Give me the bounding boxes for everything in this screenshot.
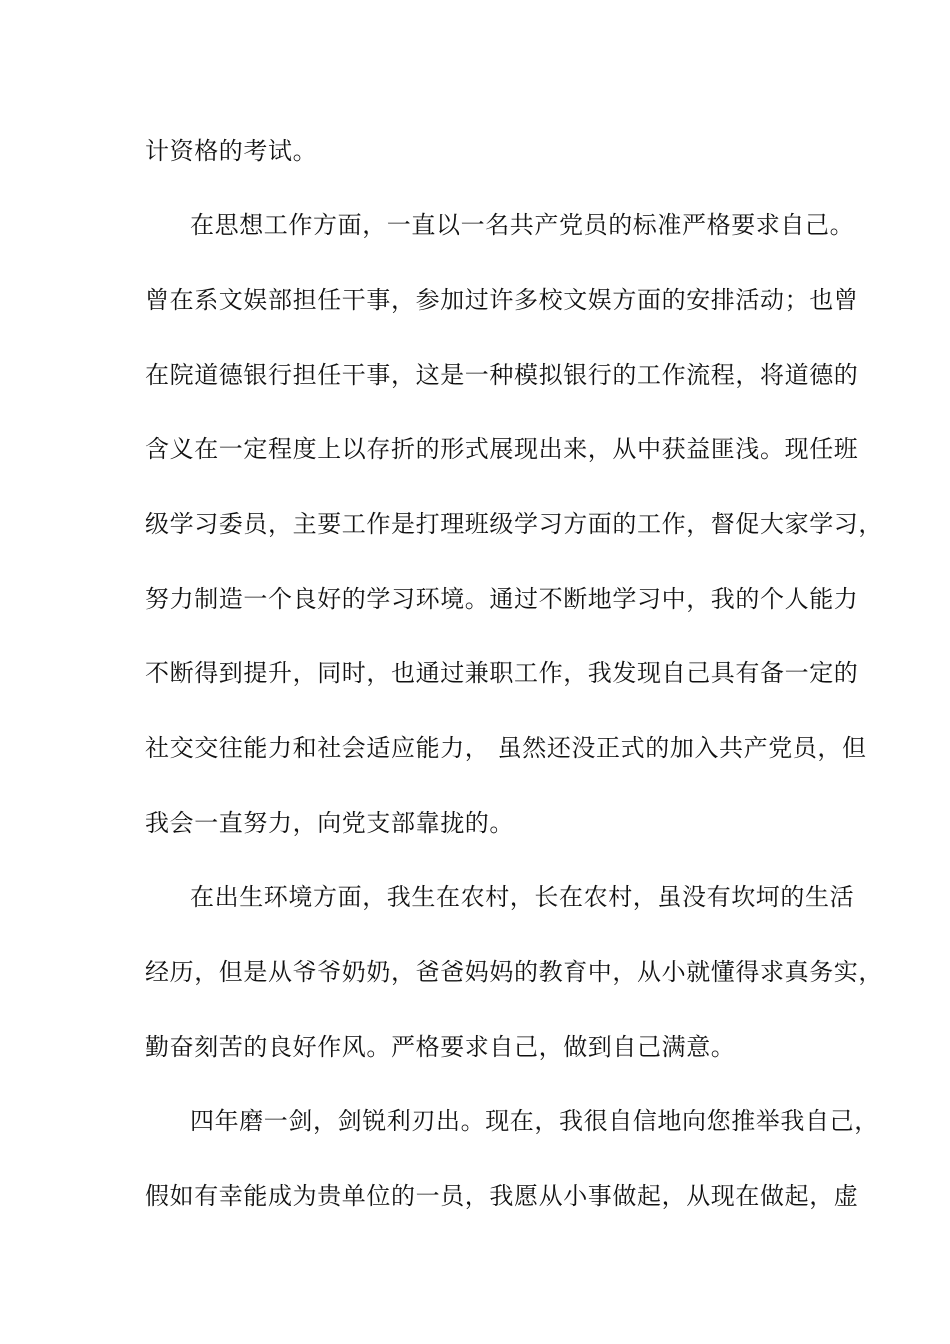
text-line: 勤奋刻苦的良好作风。严格要求自己，做到自己满意。 — [145, 1033, 736, 1061]
text-line: 不断得到提升，同时，也通过兼职工作，我发现自己具有备一定的 — [145, 659, 859, 687]
text-line: 在思想工作方面，一直以一名共产党员的标准严格要求自己。 — [190, 211, 855, 239]
text-line: 曾在系文娱部担任干事，参加过许多校文娱方面的安排活动；也曾 — [145, 286, 859, 314]
text-line: 社交交往能力和社会适应能力， 虽然还没正式的加入共产党员，但 — [145, 734, 867, 762]
text-line: 计资格的考试。 — [145, 137, 318, 165]
text-line: 在出生环境方面，我生在农村，长在农村，虽没有坎坷的生活 — [190, 883, 855, 911]
text-line: 含义在一定程度上以存折的形式展现出来，从中获益匪浅。现任班 — [145, 435, 859, 463]
text-line: 我会一直努力，向党支部靠拢的。 — [145, 809, 514, 837]
text-line: 经历，但是从爷爷奶奶，爸爸妈妈的教育中，从小就懂得求真务实， — [145, 958, 883, 986]
text-line: 级学习委员，主要工作是打理班级学习方面的工作，督促大家学习， — [145, 510, 883, 538]
text-line: 假如有幸能成为贵单位的一员，我愿从小事做起，从现在做起，虚 — [145, 1182, 859, 1210]
text-line: 努力制造一个良好的学习环境。通过不断地学习中，我的个人能力 — [145, 585, 859, 613]
text-line: 在院道德银行担任干事，这是一种模拟银行的工作流程，将道德的 — [145, 361, 859, 389]
text-line: 四年磨一剑，剑锐利刃出。现在，我很自信地向您推举我自己， — [190, 1107, 879, 1135]
